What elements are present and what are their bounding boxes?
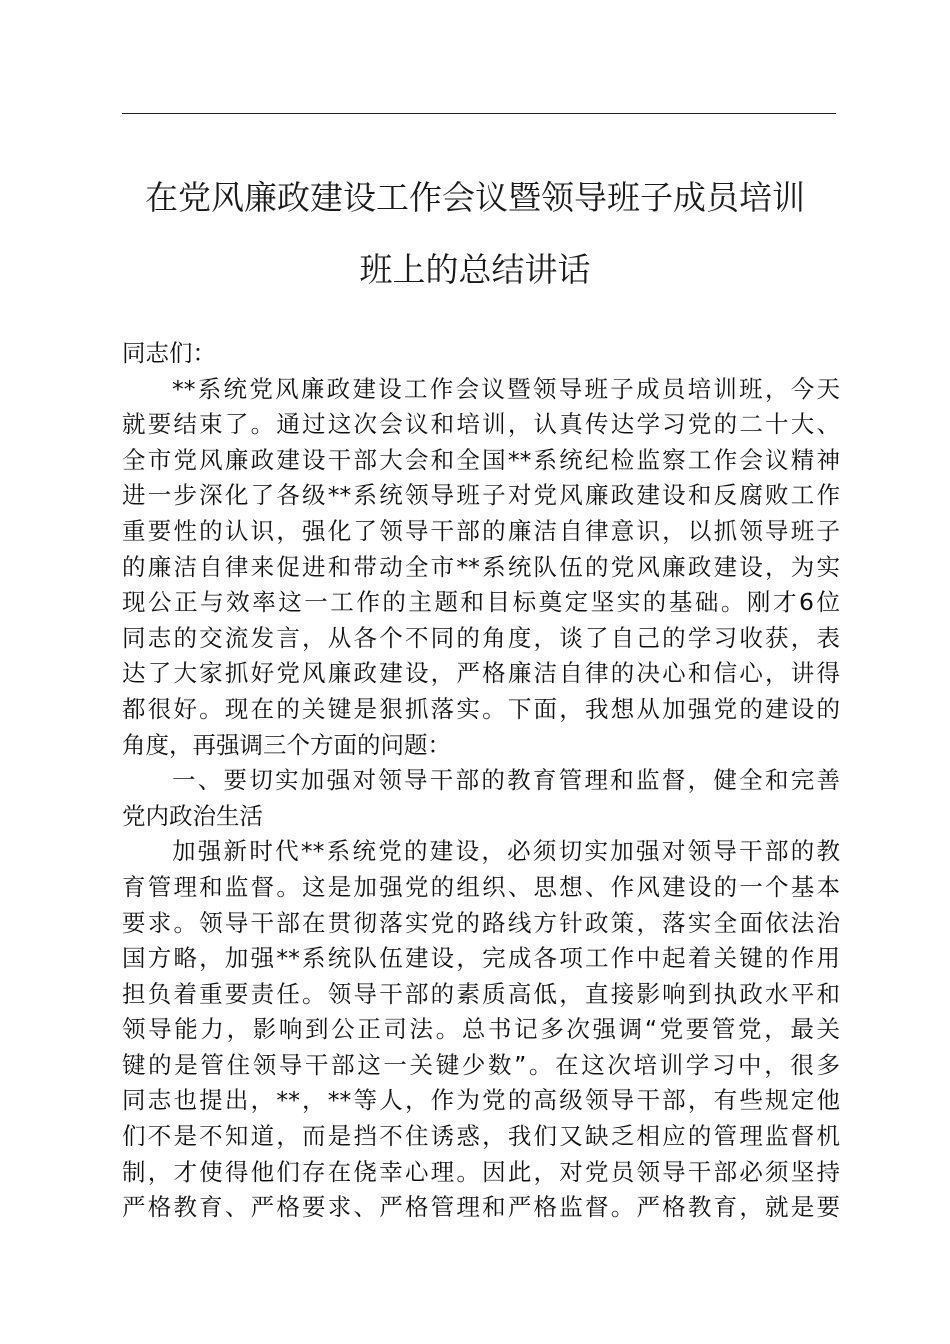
paragraph-line: 领导能力，影响到公正司法。总书记多次强调“党要管党，最关 <box>122 1015 840 1044</box>
document-body <box>122 336 840 1226</box>
paragraph-line: **系统党风廉政建设工作会议暨领导班子成员培训班，今天 <box>172 374 840 403</box>
paragraph-line: 达了大家抓好党风廉政建设，严格廉洁自律的决心和信心，讲得 <box>122 659 840 688</box>
salutation: 同志们： <box>122 339 216 367</box>
paragraph-line: 同志的交流发言，从各个不同的角度，谈了自己的学习收获，表 <box>122 623 840 652</box>
title-line-1: 在党风廉政建设工作会议暨领导班子成员培训 <box>145 178 805 217</box>
paragraph-line: 育管理和监督。这是加强党的组织、思想、作风建设的一个基本 <box>122 872 840 901</box>
paragraph-line: 就要结束了。通过这次会议和培训，认真传达学习党的二十大、 <box>122 410 840 439</box>
section-heading-line: 一、要切实加强对领导干部的教育管理和监督，健全和完善 <box>172 766 840 795</box>
paragraph-line: 制，才使得他们存在侥幸心理。因此，对党员领导干部必须坚持 <box>122 1157 840 1186</box>
section-heading-line: 党内政治生活 <box>122 801 263 830</box>
header-rule <box>122 113 836 114</box>
paragraph-line: 同志也提出，**，**等人，作为党的高级领导干部，有些规定他 <box>122 1086 840 1115</box>
paragraph-line: 要求。领导干部在贯彻落实党的路线方针政策，落实全面依法治 <box>122 908 840 937</box>
paragraph-line: 进一步深化了各级**系统领导班子对党风廉政建设和反腐败工作 <box>122 481 840 510</box>
paragraph-line: 们不是不知道，而是挡不住诱惑，我们又缺乏相应的管理监督机 <box>122 1122 840 1151</box>
paragraph-line: 全市党风廉政建设干部大会和全国**系统纪检监察工作会议精神 <box>122 445 840 474</box>
paragraph-line: 担负着重要责任。领导干部的素质高低，直接影响到执政水平和 <box>122 979 840 1008</box>
paragraph-line: 国方略，加强**系统队伍建设，完成各项工作中起着关键的作用 <box>122 944 840 973</box>
paragraph-line: 重要性的认识，强化了领导干部的廉洁自律意识，以抓领导班子 <box>122 516 840 545</box>
paragraph-line: 都很好。现在的关键是狠抓落实。下面，我想从加强党的建设的 <box>122 694 840 723</box>
paragraph-line: 的廉洁自律来促进和带动全市**系统队伍的党风廉政建设，为实 <box>122 552 840 581</box>
paragraph-line: 键的是管住领导干部这一关键少数”。在这次培训学习中，很多 <box>122 1050 840 1079</box>
paragraph-line: 加强新时代**系统党的建设，必须切实加强对领导干部的教 <box>172 837 840 866</box>
title-line-2: 班上的总结讲话 <box>359 250 591 289</box>
paragraph-line: 严格教育、严格要求、严格管理和严格监督。严格教育，就是要 <box>122 1193 840 1222</box>
paragraph-line: 现公正与效率这一工作的主题和目标奠定坚实的基础。刚才6位 <box>122 588 840 617</box>
paragraph-line: 角度，再强调三个方面的问题： <box>122 730 451 759</box>
